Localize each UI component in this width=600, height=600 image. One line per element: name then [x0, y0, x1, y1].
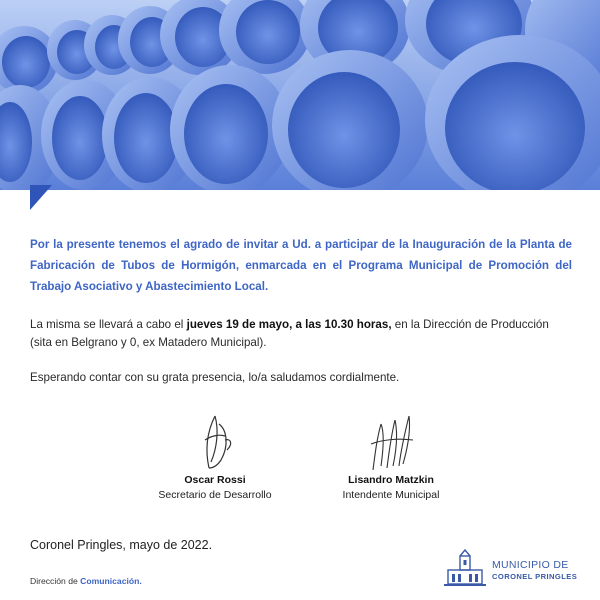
handwritten-signature-rossi	[175, 410, 255, 472]
footer-department-name: Comunicación.	[80, 576, 142, 586]
logo-line-2: CORONEL PRINGLES	[492, 572, 578, 581]
signer-name: Oscar Rossi	[184, 474, 246, 486]
logo-line-1: MUNICIPIO DE	[492, 559, 569, 571]
signature-block-matzkin	[306, 410, 476, 501]
event-date-time: jueves 19 de mayo, a las 10.30 horas,	[186, 318, 392, 331]
corner-tab-shape	[30, 185, 52, 210]
invitation-body	[30, 234, 572, 387]
signature-block-rossi	[130, 410, 300, 501]
concrete-pipes-illustration	[0, 0, 600, 190]
invitation-paragraph-3: Esperando contar con su grata presencia, lo/a saludamos cordialmente.	[30, 371, 400, 384]
municipality-logo	[440, 548, 590, 588]
paragraph-2-start: La misma se llevará a cabo el	[30, 318, 187, 331]
place-and-date: Coronel Pringles, mayo de 2022.	[30, 538, 213, 552]
invitation-paragraph-1: Por la presente tenemos el agrado de invitar a Ud. a participar de la Inauguración de la Planta de Fabricación de Tubos de Hormigón, enmarcada en el Programa Municipal de Promoción del Trabajo Asociativo y Abastecimiento Local.	[30, 238, 572, 293]
invitation-paragraph-2	[30, 316, 572, 352]
hero-pipes-photo	[0, 0, 600, 190]
footer-department	[30, 576, 142, 586]
signer-role: Intendente Municipal	[342, 489, 440, 501]
footer-prefix: Dirección de	[30, 576, 81, 586]
handwritten-signature-matzkin	[351, 410, 431, 472]
paragraph-2-end: en la Dirección de Producción (sita en Belgrano y 0, ex Matadero Municipal).	[30, 318, 549, 349]
signer-name: Lisandro Matzkin	[348, 474, 434, 486]
signer-role: Secretario de Desarrollo	[158, 489, 272, 501]
town-hall-icon	[440, 548, 488, 588]
